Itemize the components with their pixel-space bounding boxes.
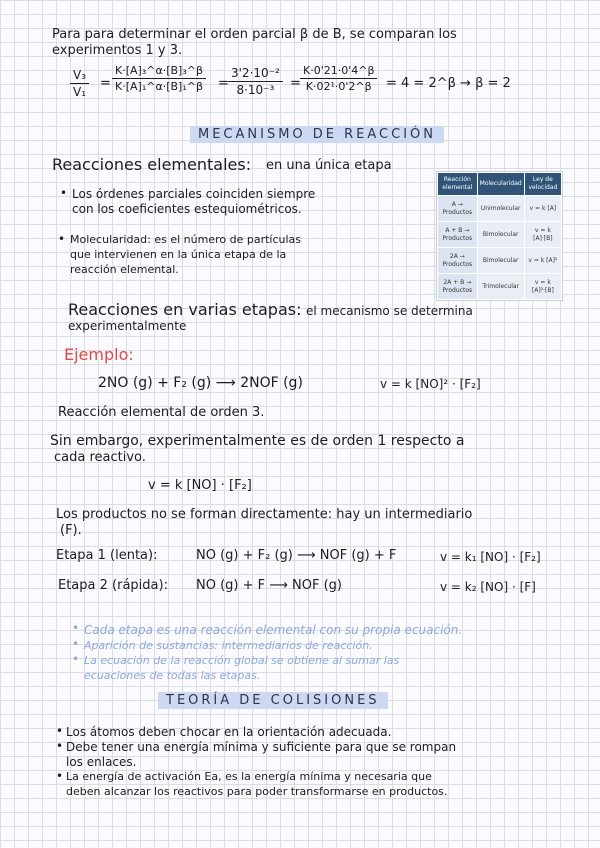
table-cell: v = k [A]²·[B] [524, 274, 561, 300]
table-cell: 2A → Productos [438, 248, 478, 274]
note-3-line-2: ecuaciones de todas las etapas. [84, 669, 261, 682]
rate-law-numerator: K·[A]₃^α·[B]₃^β [112, 64, 206, 79]
molecularity-table [437, 172, 562, 300]
note-3-line-1: La ecuación de la reacción global se obtiene al sumar las [84, 654, 400, 667]
step-1-rate: v = k₁ [NO] · [F₂] [440, 550, 541, 564]
intro-line-2: experimentos 1 y 3. [52, 43, 183, 58]
table-row [438, 248, 562, 274]
elementales-heading: Reacciones elementales: [52, 155, 252, 174]
numeric-denominator: 8·10⁻³ [236, 83, 275, 97]
elementales-bullet-1-line-1: Los órdenes parciales coinciden siempre [72, 187, 316, 201]
equation-result: = 4 = 2^β → β = 2 [386, 76, 511, 91]
bullet-dot: • [56, 724, 64, 738]
table-cell: A + B → Productos [438, 222, 478, 248]
table-cell: Trimolecular [477, 274, 524, 300]
table-header-cell: Molecularidad [477, 173, 524, 196]
section-title-colisiones: TEORÍA DE COLISIONES [158, 692, 388, 709]
colisiones-bullet-2-line-1: Debe tener una energía mínima y suficiente para que se rompan [66, 740, 457, 754]
varias-heading: Reacciones en varias etapas: [68, 300, 302, 319]
step-2-rate: v = k₂ [NO] · [F] [440, 580, 536, 594]
varias-line-1-tail: el mecanismo se determina [306, 304, 473, 318]
equals-sign: = [290, 76, 301, 91]
productos-line-2: (F). [60, 523, 82, 538]
intro-line-1: Para para determinar el orden parcial β de B, se comparan los [52, 27, 457, 42]
ratio-denominator: V₁ [73, 85, 87, 99]
table-row [438, 222, 562, 248]
example-reaction: 2NO (g) + F₂ (g) ⟶ 2NOF (g) [98, 375, 303, 391]
table-cell: Unimolecular [477, 196, 524, 222]
table-cell: v = k [A] [524, 196, 561, 222]
example-label: Ejemplo: [64, 345, 134, 364]
bullet-dot: • [72, 652, 80, 666]
concentration-denominator: K·02¹·0'2^β [305, 80, 372, 93]
colisiones-bullet-2-line-2: los enlaces. [66, 755, 137, 769]
concentration-numerator: K·0'21·0'4^β [300, 64, 377, 79]
numeric-fraction [228, 66, 283, 97]
step-1-label: Etapa 1 (lenta): [56, 548, 158, 563]
bullet-dot: • [58, 232, 66, 246]
ratio-numerator: V₃ [70, 68, 89, 84]
table-header-cell: Reacción elemental [438, 173, 478, 196]
sin-embargo-line-1: Sin embargo, experimentalmente es de orden 1 respecto a [50, 433, 465, 449]
note-2: Aparición de sustancias: intermediarios de reacción. [84, 639, 373, 652]
concentration-fraction [300, 64, 377, 93]
bullet-dot: • [56, 769, 64, 783]
ratio-v3-v1 [70, 68, 89, 99]
experimental-rate-law: v = k [NO] · [F₂] [148, 478, 252, 493]
bullet-dot: • [60, 186, 68, 200]
step-2-label: Etapa 2 (rápida): [58, 578, 168, 593]
varias-line-2: experimentalmente [68, 319, 187, 333]
example-rate-law: v = k [NO]² · [F₂] [380, 377, 481, 391]
table-cell: Bimolecular [477, 248, 524, 274]
numeric-numerator: 3'2·10⁻² [228, 66, 283, 82]
step-2-equation: NO (g) + F ⟶ NOF (g) [196, 578, 342, 593]
equals-sign: = [100, 76, 111, 91]
example-note: Reacción elemental de orden 3. [58, 405, 265, 420]
elementales-bullet-2-line-1: Molecularidad: es el número de partículas [70, 233, 302, 246]
note-1: Cada etapa es una reacción elemental con su propia ecuación. [84, 623, 463, 637]
colisiones-bullet-3-line-1: La energía de activación Ea, es la energía mínima y necesaria que [66, 770, 432, 783]
table-cell: Bimolecular [477, 222, 524, 248]
elementales-bullet-2-line-2: que intervienen en la única etapa de la [70, 248, 287, 261]
sin-embargo-line-2: cada reactivo. [54, 450, 146, 465]
step-1-equation: NO (g) + F₂ (g) ⟶ NOF (g) + F [196, 548, 397, 563]
equals-sign: = [218, 76, 229, 91]
bullet-dot: • [72, 637, 80, 651]
table-header-row [438, 173, 562, 196]
section-title-mecanismo: MECANISMO DE REACCIÓN [190, 126, 444, 143]
table-row [438, 274, 562, 300]
elementales-bullet-2-line-3: reacción elemental. [70, 263, 179, 276]
rate-law-denominator: K·[A]₁^α·[B]₁^β [115, 80, 203, 93]
rate-law-fraction [112, 64, 206, 93]
table-cell: v = k [A]·[B] [524, 222, 561, 248]
table-cell: A → Productos [438, 196, 478, 222]
bullet-dot: • [72, 621, 80, 635]
table-row [438, 196, 562, 222]
table-cell: 2A + B → Productos [438, 274, 478, 300]
elementales-heading-tail: en una única etapa [266, 158, 392, 173]
colisiones-bullet-1: Los átomos deben chocar en la orientación adecuada. [66, 725, 392, 739]
table-cell: v = k [A]² [524, 248, 561, 274]
bullet-dot: • [56, 739, 64, 753]
colisiones-bullet-3-line-2: deben alcanzar los reactivos para poder transformarse en productos. [66, 785, 448, 798]
productos-line-1: Los productos no se forman directamente: hay un intermediario [56, 507, 473, 522]
table-header-cell: Ley de velocidad [524, 173, 561, 196]
elementales-bullet-1-line-2: con los coeficientes estequiométricos. [72, 202, 302, 216]
